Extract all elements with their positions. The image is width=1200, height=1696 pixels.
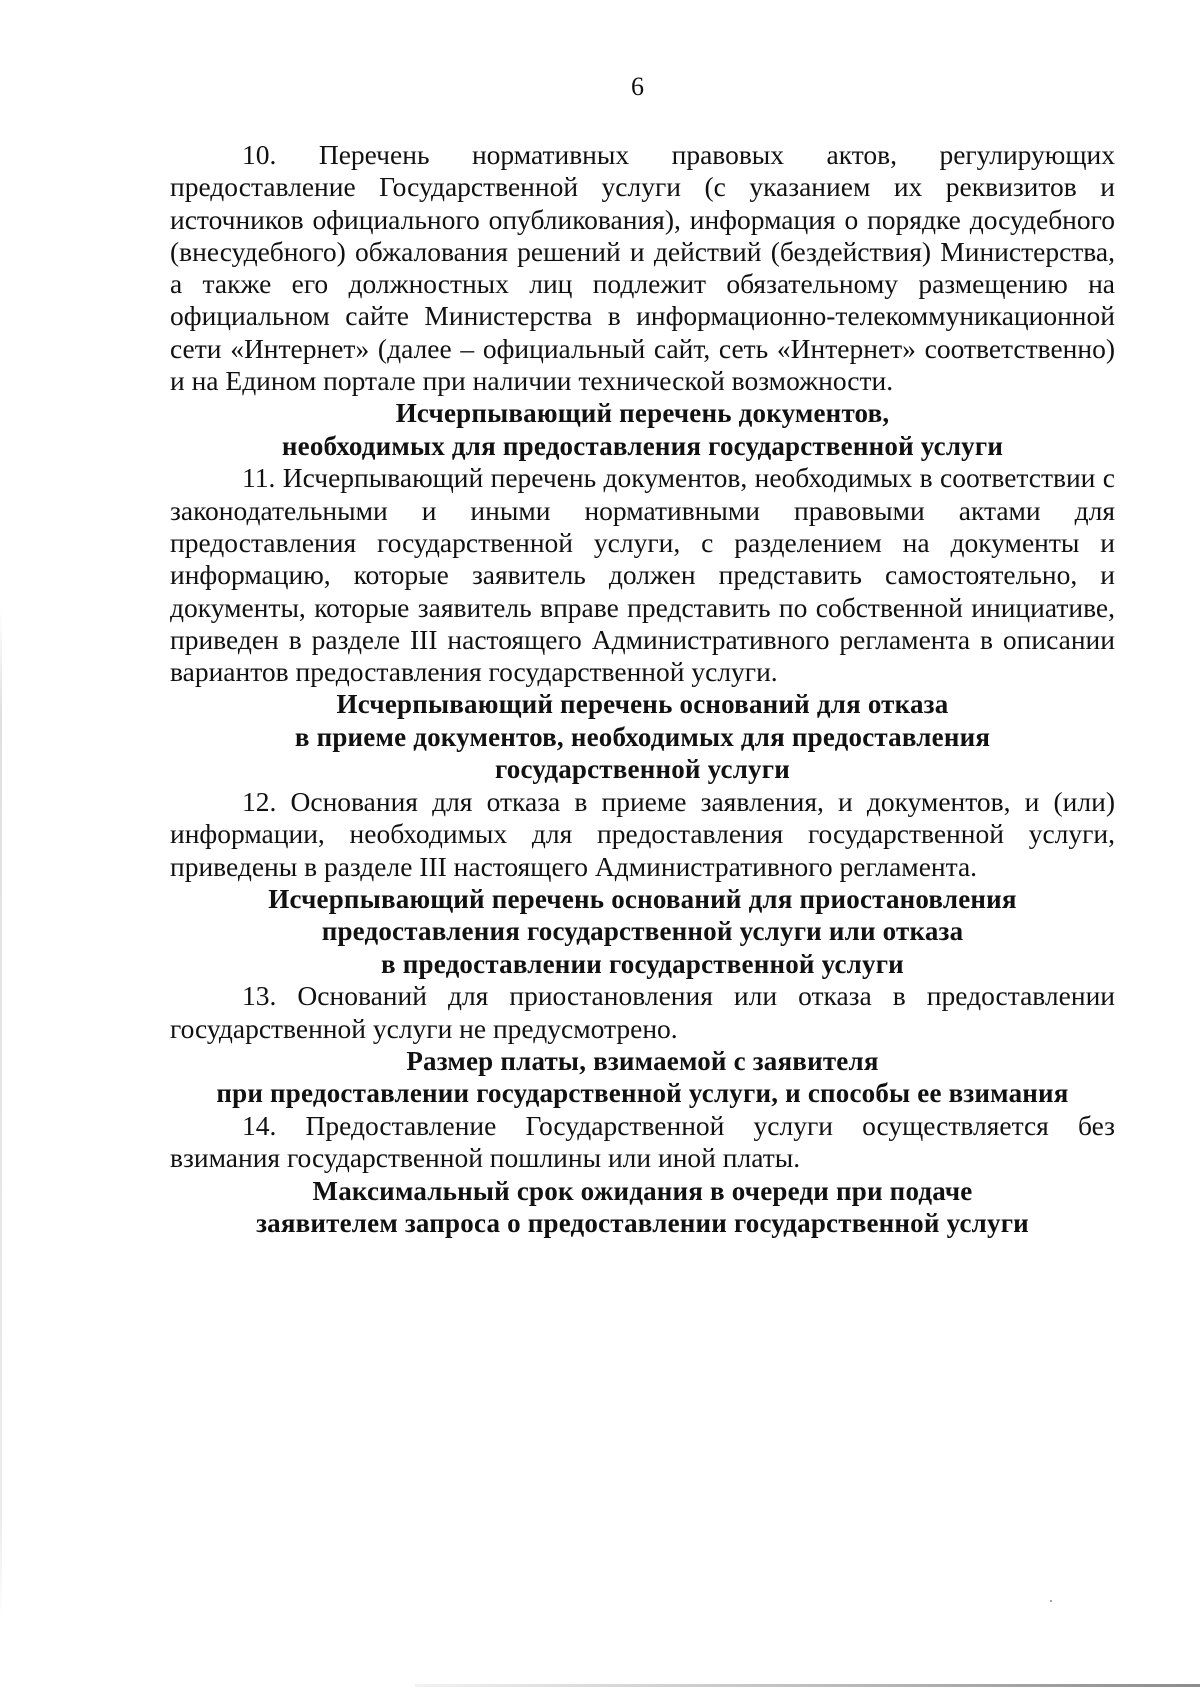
section-heading-refusal-acceptance bbox=[170, 688, 1115, 786]
heading-line: в предоставлении государственной услуги bbox=[381, 948, 904, 979]
section-heading-documents bbox=[170, 397, 1115, 462]
heading-line: предоставления государственной услуги или отказа bbox=[321, 916, 964, 947]
heading-line: при предоставлении государственной услуги, и способы ее взимания bbox=[216, 1078, 1069, 1109]
heading-line: Исчерпывающий перечень оснований для отказа bbox=[336, 689, 949, 720]
scan-edge-shadow bbox=[0, 610, 2, 1620]
heading-line: государственной услуги bbox=[495, 754, 790, 785]
section-heading-suspension bbox=[170, 883, 1115, 981]
page-number: 6 bbox=[631, 72, 644, 101]
paragraph-14: 14. Предоставление Государственной услуги осуществляется без взимания государственной пошлины или иной платы. bbox=[170, 1109, 1115, 1174]
heading-line: Исчерпывающий перечень документов, bbox=[395, 398, 890, 429]
scan-bottom-line bbox=[415, 1684, 1200, 1687]
heading-line: необходимых для предоставления государственной услуги bbox=[281, 430, 1004, 461]
paragraph-11: 11. Исчерпывающий перечень документов, необходимых в соответствии с законодательными и иными нормативными правовыми актами для предоставления государственной услуги, с разделением на документы и информацию, которые заявитель должен представить самостоятельно, и документы, которые заявитель вправе представить по собственной инициативе, приведен в разделе III настоящего Административного регламента в описании вариантов предоставления государственной услуги. bbox=[170, 462, 1115, 688]
section-heading-waiting-time bbox=[170, 1175, 1115, 1240]
heading-line: Исчерпывающий перечень оснований для приостановления bbox=[268, 883, 1017, 914]
heading-line: Размер платы, взимаемой с заявителя bbox=[406, 1045, 879, 1076]
document-body bbox=[170, 139, 1115, 1240]
scan-speck bbox=[1050, 1600, 1052, 1602]
heading-line: Максимальный срок ожидания в очереди при подаче bbox=[312, 1175, 973, 1206]
section-heading-fee bbox=[170, 1045, 1115, 1110]
paragraph-10: 10. Перечень нормативных правовых актов, регулирующих предоставление Государственной услуги (с указанием их реквизитов и источников официального опубликования), информация о порядке досудебного (внесудебного) обжалования решений и действий (бездействия) Министерства, а также его должностных лиц подлежит обязательному размещению на официальном сайте Министерства в информационно-телекоммуникационной сети «Интернет» (далее – официальный сайт, сеть «Интернет» соответственно) и на Едином портале при наличии технической возможности. bbox=[170, 139, 1115, 397]
paragraph-12: 12. Основания для отказа в приеме заявления, и документов, и (или) информации, необходимых для предоставления государственной услуги, приведены в разделе III настоящего Административного регламента. bbox=[170, 785, 1115, 882]
heading-line: в приеме документов, необходимых для предоставления bbox=[294, 721, 991, 752]
paragraph-13: 13. Оснований для приостановления или отказа в предоставлении государственной услуги не предусмотрено. bbox=[170, 980, 1115, 1044]
heading-line: заявителем запроса о предоставлении государственной услуги bbox=[256, 1208, 1029, 1239]
